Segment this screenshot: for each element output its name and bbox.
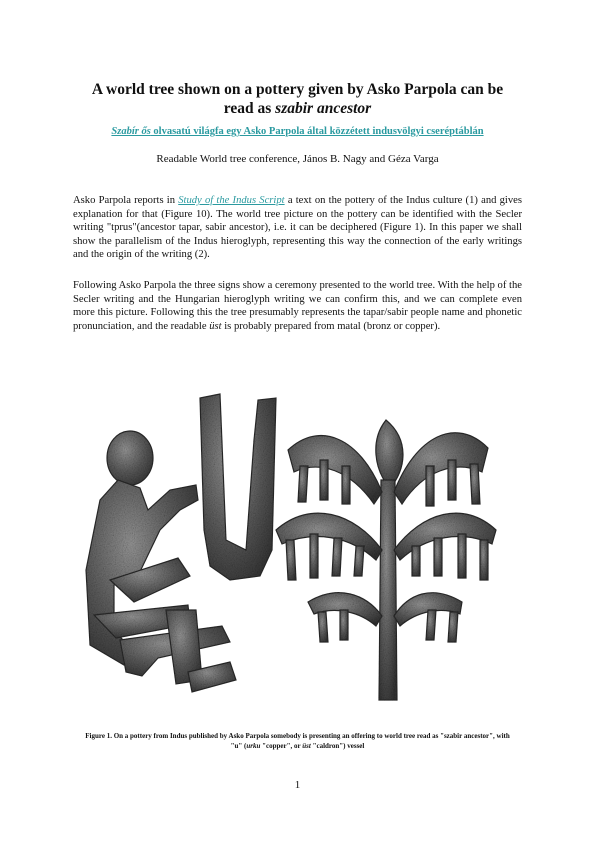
paragraph-2 [73, 279, 522, 333]
paragraph-2-body: Following Asko Parpola the three signs show a ceremony presented to the world tree. With the help of the Secler writing and the Hungarian hieroglyph writing we can confirm this, and we can complete even more this picture. Following this the tree presumably represents the tapar/sabir people name and phonetic pronunciation, and the readable [73, 280, 522, 332]
page-number: 1 [294, 779, 301, 791]
paper-title [70, 80, 525, 118]
world-tree-glyph [276, 420, 496, 700]
paragraph-2-italic: üst [209, 320, 222, 332]
paragraph-1-intro: Asko Parpola reports in [73, 195, 179, 206]
study-link[interactable]: Study of the Indus Script [178, 195, 285, 206]
title-line-1: A world tree shown on a pottery given by Asko Parpola can be [91, 81, 504, 98]
caption-part-2: "copper", or [260, 742, 303, 750]
caption-italic-2: üst [302, 742, 311, 750]
indus-pottery-figure [70, 380, 530, 710]
caption-italic-1: urku [246, 742, 261, 750]
subtitle-rest: olvasatú világfa egy Asko Parpola által közzétett indusvölgyi cseréptáblán [150, 126, 484, 137]
paragraph-2-end: is probably prepared from matal (bronz or copper). [221, 320, 441, 332]
vessel-glyph [200, 394, 276, 580]
figure-caption [80, 731, 515, 751]
hungarian-title-link[interactable] [60, 126, 535, 137]
paragraph-1-body: a text on the pottery of the Indus culture (1) and gives explanation for that (Figure 10). The world tree picture on the pottery can be identified with the Secler writing "tprus"(ancestor tapar, sabir ancestor), i.e. it can be deciphered (Figure 1). In this paper we shall show the parallelism of the Indus hieroglyph, representing this way the connection of the early writings and the origin of the writing (2). [73, 195, 522, 261]
caption-part-1: Figure 1. On a pottery from Indus published by Asko Parpola somebody is presenting an offering to world tree read as "szabir ancestor", with "u" ( [85, 732, 510, 750]
conference-authors: Readable World tree conference, János B. Nagy and Géza Varga [156, 153, 439, 165]
paragraph-1 [73, 194, 522, 262]
title-italic: szabir ancestor [275, 100, 372, 117]
caption-part-3: "caldron") vessel [310, 742, 365, 750]
title-line-2-prefix: read as [223, 100, 276, 117]
subtitle-italic: Szabír ős [111, 126, 151, 137]
